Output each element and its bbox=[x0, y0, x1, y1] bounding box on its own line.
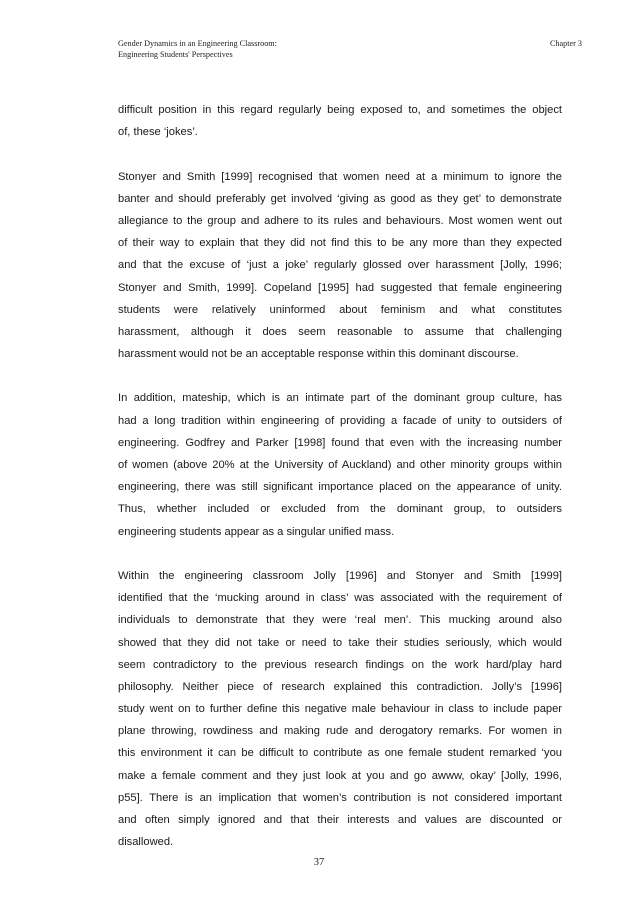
text-line: p55]. There is an implication that women’s contribution is not considered important bbox=[118, 791, 562, 804]
header-title-line2: Engineering Students' Perspectives bbox=[118, 50, 233, 59]
text-line: Stonyer and Smith, 1999]. Copeland [1995] had suggested that female engineering bbox=[118, 281, 562, 294]
header-chapter: Chapter 3 bbox=[549, 39, 582, 48]
text-line: engineering students appear as a singular unified mass. bbox=[118, 525, 395, 538]
text-line: individuals to demonstrate that they were ‘real men’. This mucking around also bbox=[118, 614, 562, 627]
paragraph bbox=[118, 565, 562, 853]
text-line: Thus, whether included or excluded from the dominant group, to outsiders bbox=[118, 503, 562, 516]
paragraph bbox=[118, 99, 562, 143]
text-line: engineering, there was still significant importance placed on the appearance of unity. bbox=[118, 481, 562, 494]
text-line: showed that they did not take or need to take their studies seriously, which would bbox=[118, 636, 562, 649]
text-line: this environment it can be difficult to contribute as one female student remarked ‘you bbox=[118, 747, 562, 760]
text-line: plane throwing, rowdiness and making rude and derogatory remarks. For women in bbox=[118, 725, 562, 738]
text-line: and that the excuse of ‘just a joke’ regularly glossed over harassment [Jolly, 1996; bbox=[118, 259, 562, 272]
text-line: In addition, mateship, which is an intimate part of the dominant group culture, has bbox=[118, 392, 562, 405]
text-line: make a female comment and they just look at you and go awww, okay’ [Jolly, 1996, bbox=[118, 769, 562, 782]
page-number: 37 bbox=[313, 857, 325, 868]
text-line: of women (above 20% at the University of Auckland) and other minority groups within bbox=[118, 459, 562, 471]
header-title bbox=[118, 38, 418, 60]
text-line: identified that the ‘mucking around in class’ was associated with the requirement of bbox=[118, 592, 562, 605]
text-line: students were relatively uninformed about feminism and what constitutes bbox=[118, 303, 562, 316]
text-line: had a long tradition within engineering of providing a facade of unity to outsiders of bbox=[118, 414, 562, 427]
text-line: and often simply ignored and that their interests and values are discounted or bbox=[118, 814, 562, 826]
paragraph bbox=[118, 387, 562, 542]
body-text bbox=[118, 99, 562, 876]
text-line: engineering. Godfrey and Parker [1998] found that even with the increasing number bbox=[118, 436, 562, 449]
text-line: Within the engineering classroom Jolly [1996] and Stonyer and Smith [1999] bbox=[118, 569, 562, 582]
text-line: study went on to further define this negative male behaviour in class to include paper bbox=[118, 703, 562, 716]
text-line: disallowed. bbox=[118, 836, 174, 849]
text-line: philosophy. Neither piece of research explained this contradiction. Jolly’s [1996] bbox=[118, 680, 562, 693]
text-line: seem contradictory to the previous research findings on the work hard/play hard bbox=[118, 658, 562, 671]
header-title-line1: Gender Dynamics in an Engineering Classroom: bbox=[118, 39, 277, 48]
text-line: harassment would not be an acceptable response within this dominant discourse. bbox=[118, 348, 519, 361]
text-line: banter and should preferably get involved ‘giving as good as they get’ to demonstrate bbox=[118, 192, 562, 205]
text-line: of their way to explain that they did not find this to be any more than they expected bbox=[118, 237, 562, 250]
text-line: difficult position in this regard regularly being exposed to, and sometimes the object bbox=[118, 104, 562, 116]
text-line: Stonyer and Smith [1999] recognised that women need at a minimum to ignore the bbox=[118, 170, 562, 183]
text-line: allegiance to the group and adhere to its rules and behaviours. Most women went out bbox=[118, 214, 562, 227]
text-line: harassment, although it does seem reasonable to assume that challenging bbox=[118, 325, 562, 338]
text-line: of, these ‘jokes’. bbox=[118, 126, 198, 139]
paragraph bbox=[118, 166, 562, 366]
